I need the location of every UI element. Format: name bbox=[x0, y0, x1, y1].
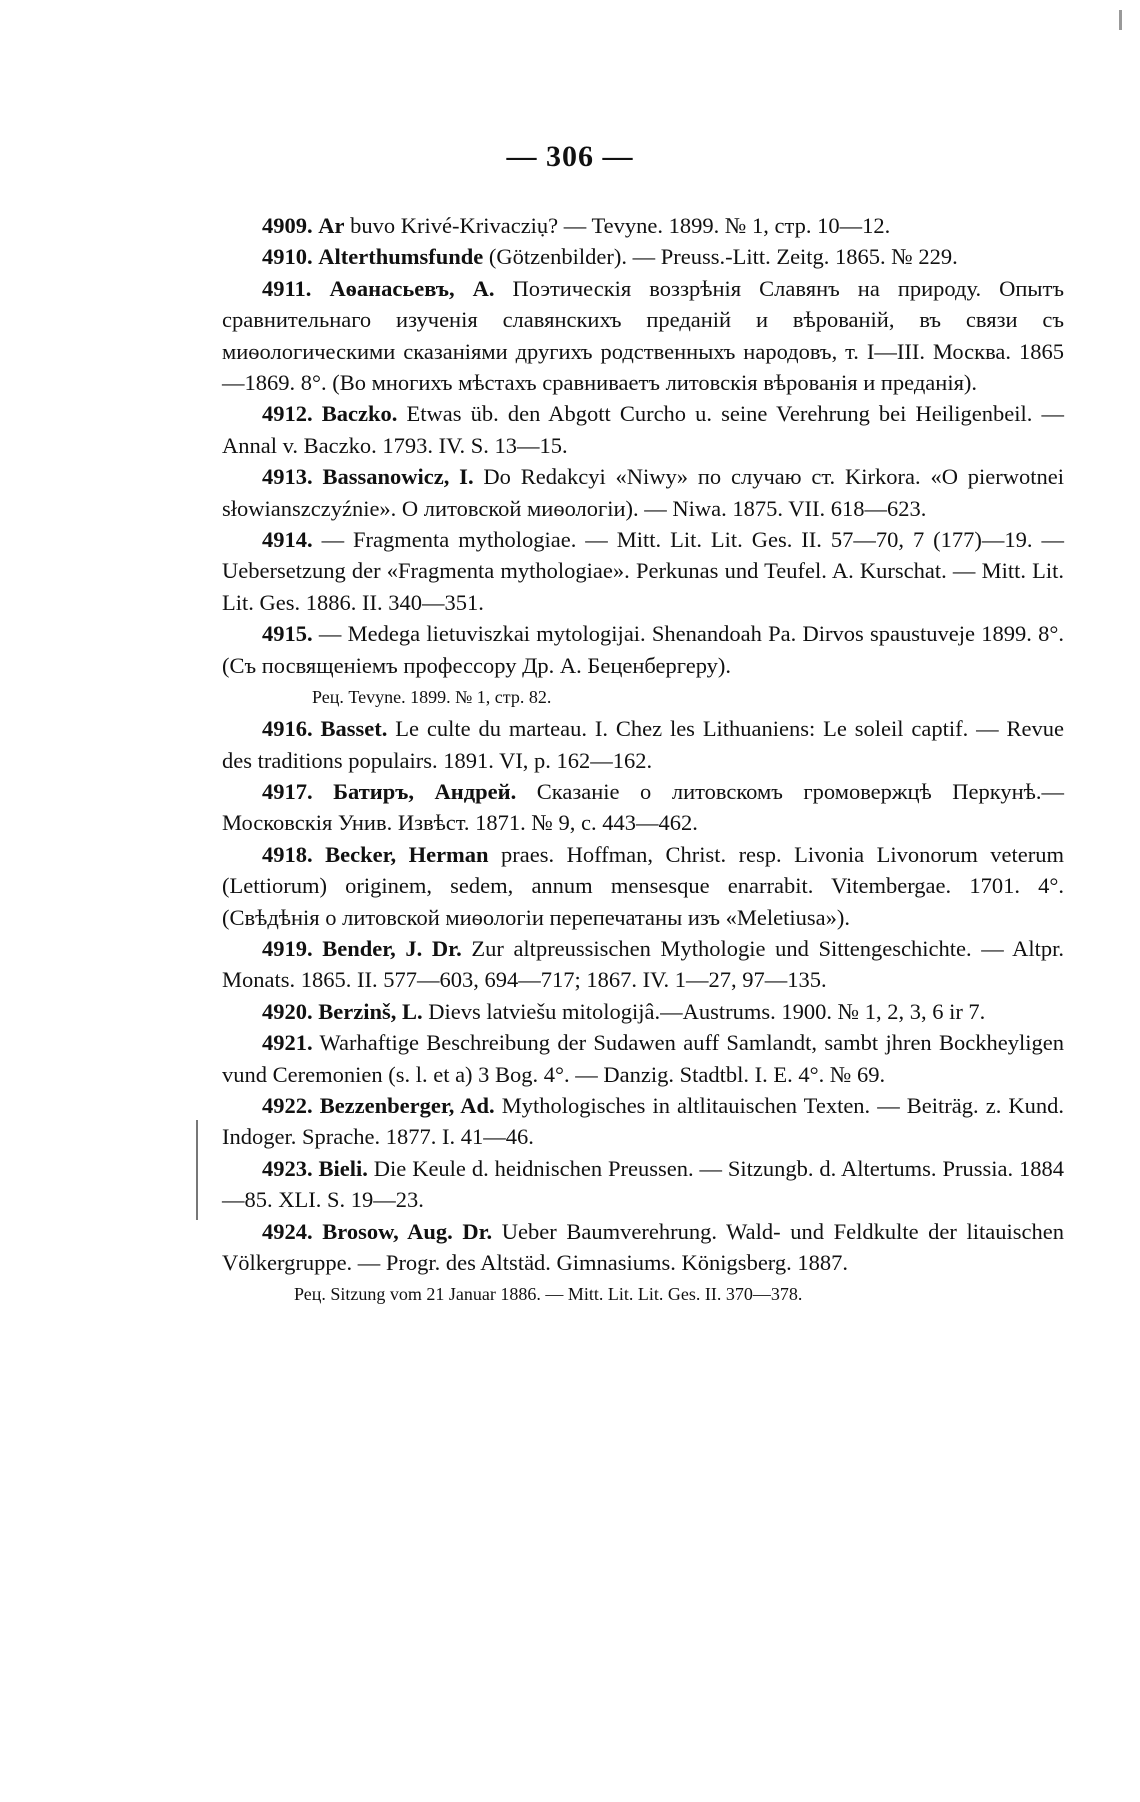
entry-text: Поэтическія воззрѣнія Славянъ на природу. Опытъ сравнительнаго изученія славянскихъ преданій и вѣрованій, въ связи съ миѳологическими сказаніями другихъ родственныхъ народовъ, т. I—III. Москва. 1865—1869. 8°. (Во многихъ мѣстахъ сравниваетъ литовскія вѣрованія и преданія). bbox=[222, 275, 1065, 396]
entry-text: Mythologisches in altlitauischen Texten. — Beiträg. z. Kund. Indoger. Sprache. 1877. I. 41—46. bbox=[222, 1092, 1064, 1150]
entry-number: 4918. bbox=[262, 841, 313, 867]
entry-text: buvo Krivé-Krivacziụ? — Tevyne. 1899. № 1, стр. 10—12. bbox=[344, 213, 891, 238]
entry-author: Аѳанасьевъ, А. bbox=[329, 275, 495, 301]
bibliography-entry bbox=[222, 210, 1064, 241]
entry-text: (Götzenbilder). — Preuss.-Litt. Zeitg. 1865. № 229. bbox=[483, 244, 958, 270]
bibliography-entry bbox=[222, 713, 1064, 776]
entry-review: Рец. Sitzung vom 21 Januar 1886. — Mitt. Lit. Lit. Ges. II. 370—378. bbox=[294, 1284, 803, 1305]
entry-number: 4920. bbox=[262, 998, 313, 1024]
scan-edge-mark bbox=[1119, 10, 1122, 30]
entry-number: 4913. bbox=[262, 464, 313, 490]
entry-text: Сказаніе о литовскомъ громовержцѣ Перкунѣ.—Московскія Унив. Извѣст. 1871. № 9, с. 443—462. bbox=[222, 778, 1064, 836]
entry-author: Ar bbox=[318, 213, 345, 238]
entry-text: praes. Hoffman, Christ. resp. Livonia Livonorum veterum (Lettiorum) originem, sedem, annum mensesque enarrabit. Vitembergae. 1701. 4°. (Свѣдѣнія о литовской миѳологіи перепечатаны изъ «Meletiusa»). bbox=[222, 841, 1064, 930]
entry-author: Bassanowicz, I. bbox=[322, 464, 474, 490]
entry-author: Basset. bbox=[320, 716, 388, 742]
entry-text: Le culte du marteau. I. Chez les Lithuaniens: Le soleil captif. — Revue des traditions populairs. 1891. VI, p. 162—162. bbox=[222, 716, 1064, 773]
entry-text: Do Redakcyi «Niwy» по случаю ст. Kirkora. «O pierwotnei słowianszczyźnie». О литовской миѳологіи). — Niwa. 1875. VII. 618—623. bbox=[222, 464, 1065, 521]
entry-author: Bender, J. Dr. bbox=[322, 935, 462, 961]
page-number: — 306 — bbox=[506, 140, 634, 173]
entry-number: 4917. bbox=[262, 778, 313, 804]
entry-number: 4923. bbox=[262, 1155, 313, 1181]
entry-number: 4914. bbox=[262, 527, 313, 553]
bibliography-entry bbox=[222, 1090, 1064, 1153]
entry-number: 4924. bbox=[262, 1218, 313, 1244]
entry-author: Brosow, Aug. Dr. bbox=[322, 1218, 493, 1244]
entry-author: Батиръ, Андрей. bbox=[333, 778, 517, 804]
bibliography-entry bbox=[222, 398, 1064, 461]
entry-number: 4921. bbox=[262, 1030, 313, 1056]
entry-review: Рец. Tevyne. 1899. № 1, стр. 82. bbox=[312, 687, 552, 708]
bibliography-entry bbox=[222, 996, 1064, 1027]
entry-number: 4919. bbox=[262, 935, 313, 961]
bibliography-entry bbox=[222, 1027, 1064, 1090]
entry-author: Baczko. bbox=[321, 401, 398, 427]
entry-author: Becker, Herman bbox=[325, 841, 489, 867]
bibliography-entry bbox=[222, 524, 1064, 618]
entry-number: 4910. bbox=[262, 244, 313, 270]
margin-pencil-mark bbox=[196, 1120, 198, 1220]
bibliography-entry bbox=[222, 933, 1064, 996]
entry-text: Zur altpreussischen Mythologie und Sittengeschichte. — Altpr. Monats. 1865. II. 577—603, 694—717; 1867. IV. 1—27, 97—135. bbox=[222, 935, 1064, 993]
entry-number: 4915. bbox=[262, 621, 313, 647]
bibliography-entry bbox=[222, 776, 1064, 839]
entry-number: 4912. bbox=[262, 401, 313, 427]
entry-author: Berzinš, L. bbox=[318, 998, 423, 1024]
entry-author: Bezzenberger, Ad. bbox=[319, 1092, 495, 1118]
entry-text: — Medega lietuviszkai mytologijai. Shenandoah Pa. Dirvos spaustuveje 1899. 8°. (Съ посвященіемъ профессору Др. А. Беценбергеру). bbox=[222, 621, 1064, 678]
bibliography-entry bbox=[222, 839, 1064, 933]
bibliography-entry bbox=[222, 1216, 1064, 1279]
bibliography-entry bbox=[222, 273, 1064, 399]
entry-author: Bieli. bbox=[318, 1155, 368, 1181]
bibliography-entry bbox=[222, 461, 1064, 524]
bibliography-list bbox=[222, 210, 1064, 1310]
entry-text: Dievs latviešu mitologijâ.—Austrums. 1900. № 1, 2, 3, 6 ir 7. bbox=[422, 998, 986, 1024]
entry-text: — Fragmenta mythologiae. — Mitt. Lit. Lit. Ges. II. 57—70, 7 (177)—19. — Uebersetzung der «Fragmenta mythologiae». Perkunas und Teufel. A. Kurschat. — Mitt. Lit. Lit. Ges. 1886. II. 340—351. bbox=[222, 527, 1064, 615]
entry-text: Ueber Baumverehrung. Wald- und Feldkulte der litauischen Völkergruppe. — Progr. des Altstäd. Gimnasiums. Königsberg. 1887. bbox=[222, 1218, 1065, 1275]
entry-text: Warhaftige Beschreibung der Sudawen auff Samlandt, sambt jhren Bockheyligen vund Ceremonien (s. l. et a) 3 Bog. 4°. — Danzig. Stadtbl. I. E. 4°. № 69. bbox=[222, 1030, 1064, 1087]
bibliography-entry bbox=[222, 241, 1064, 272]
entry-number: 4909. bbox=[262, 213, 313, 238]
entry-number: 4922. bbox=[262, 1092, 313, 1118]
bibliography-entry bbox=[222, 618, 1064, 681]
bibliography-entry bbox=[222, 1153, 1064, 1216]
entry-author: Alterthumsfunde bbox=[318, 244, 484, 270]
entry-text: Etwas üb. den Abgott Curcho u. seine Verehrung bei Heiligenbeil. — Annal v. Baczko. 1793. IV. S. 13—15. bbox=[222, 401, 1064, 458]
entry-number: 4911. bbox=[262, 275, 312, 301]
entry-text: Die Keule d. heidnischen Preussen. — Sitzungb. d. Altertums. Prussia. 1884—85. XLI. S. 19—23. bbox=[222, 1155, 1064, 1213]
entry-number: 4916. bbox=[262, 716, 313, 742]
